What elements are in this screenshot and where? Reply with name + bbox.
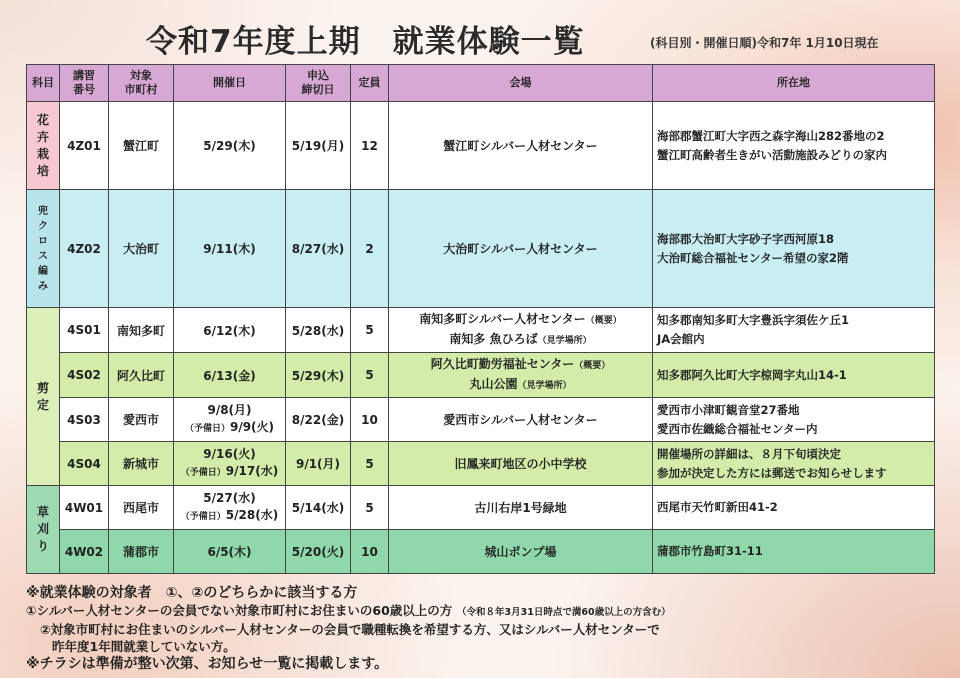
table-row [27,353,935,398]
col-header-number: 講習 番号 [60,65,109,102]
address-line: 参加が決定した方には郵送でお知らせします [657,465,887,480]
venue-name: 丸山公園 [469,377,518,391]
date-cell: 5/29(木) [174,102,286,190]
date-cell [174,398,286,442]
reserve-day-label: （予備日） [180,467,226,478]
reserve-date: 5/28(水) [225,507,279,522]
venue-cell [389,308,653,353]
venue-note: （概要） [585,316,622,326]
table-row [27,102,935,190]
address-cell [653,353,935,398]
number-cell: 4S04 [60,442,109,486]
city-cell: 蒲郡市 [109,530,174,574]
notes-section [26,584,946,673]
page-title: 令和7年度上期 就業体験一覧 [146,24,585,60]
address-line: 知多郡阿久比町大字椋岡字丸山14-1 [657,367,847,382]
deadline-cell: 5/28(水) [286,308,351,353]
capacity-cell: 2 [351,190,389,308]
note-line-1 [26,602,946,621]
table-row [27,398,935,442]
city-cell: 愛西市 [109,398,174,442]
deadline-cell: 5/14(水) [286,486,351,530]
date-cell: 6/5(木) [174,530,286,574]
capacity-cell: 5 [351,442,389,486]
venue-cell: 古川右岸1号緑地 [389,486,653,530]
note-line-2b: 昨年度1年間就業していない方。 [52,639,236,654]
note-line-2a: ②対象市町村にお住まいのシルバー人材センターの会員で職種転換を希望する方、又はシルバー人材センターで [40,622,660,637]
capacity-cell: 5 [351,353,389,398]
number-cell: 4S01 [60,308,109,353]
address-cell [653,398,935,442]
reserve-date: 9/9(火) [229,419,275,434]
capacity-cell: 10 [351,530,389,574]
venue-note: （見学場所） [537,336,592,346]
reserve-date: 9/17(水) [225,463,279,478]
venue-name: 阿久比町勤労福祉センター [430,357,575,371]
table-row [27,442,935,486]
header [0,10,960,60]
number-cell: 4W02 [60,530,109,574]
reserve-day-label: （予備日） [180,511,226,522]
number-cell: 4W01 [60,486,109,530]
venue-name: 南知多町シルバー人材センター [419,312,586,326]
venue-cell: 城山ポンプ場 [389,530,653,574]
address-line: 蒲郡市竹島町31-11 [657,544,763,558]
number-cell: 4S03 [60,398,109,442]
city-cell: 南知多町 [109,308,174,353]
city-cell: 新城市 [109,442,174,486]
city-cell: 蟹江町 [109,102,174,190]
address-line: 愛西市佐織総合福祉センター内 [657,421,818,436]
table-row [27,530,935,574]
date-main: 5/27(水) [203,490,256,505]
table-header-row [27,65,935,102]
note-text: ①シルバー人材センターの会員でない対象市町村にお住まいの60歳以上の方 [26,603,453,618]
col-header-venue: 会場 [389,65,653,102]
number-cell: 4Z02 [60,190,109,308]
address-line: 西尾市天竹町新田41-2 [657,500,778,514]
col-header-city: 対象 市町村 [109,65,174,102]
table-row [27,486,935,530]
date-main: 9/8(月) [207,402,252,417]
notes-heading: ※就業体験の対象者 ①、②のどちらかに該当する方 [26,585,358,601]
venue-cell: 大治町シルバー人材センター [389,190,653,308]
venue-cell: 旧鳳来町地区の小中学校 [389,442,653,486]
address-line: 知多郡南知多町大字豊浜字須佐ケ丘1 [657,313,849,327]
col-header-category: 科目 [27,65,60,102]
date-cell: 6/13(金) [174,353,286,398]
deadline-cell: 8/27(水) [286,190,351,308]
date-cell [174,442,286,486]
city-cell: 阿久比町 [109,353,174,398]
number-cell: 4Z01 [60,102,109,190]
notes-footer: ※チラシは準備が整い次第、お知らせ一覧に掲載します。 [26,656,389,672]
address-line: JA会館内 [657,332,705,346]
category-cell: 花 卉 栽 培 [27,102,60,190]
col-header-deadline: 申込 締切日 [286,65,351,102]
address-cell [653,486,935,530]
deadline-cell: 8/22(金) [286,398,351,442]
reserve-day-label: （予備日） [184,423,230,434]
table-row [27,308,935,353]
venue-note: （概要） [574,361,611,371]
deadline-cell: 9/1(月) [286,442,351,486]
category-cell: 草 刈 り [27,486,60,574]
address-line: 開催場所の詳細は、８月下旬頃決定 [657,446,841,461]
category-cell: 剪 定 [27,308,60,486]
address-cell [653,190,935,308]
col-header-address: 所在地 [653,65,935,102]
schedule-table [26,64,935,574]
note-small-text: （令和８年3月31日時点で満60歳以上の方含む） [452,607,671,618]
address-cell [653,102,935,190]
address-line: 大治町総合福祉センター希望の家2階 [657,250,849,265]
deadline-cell: 5/20(火) [286,530,351,574]
venue-cell: 蟹江町シルバー人材センター [389,102,653,190]
col-header-date: 開催日 [174,65,286,102]
address-cell [653,308,935,353]
venue-cell [389,353,653,398]
capacity-cell: 5 [351,308,389,353]
venue-note: （見学場所） [517,381,572,391]
page-subtitle: (科目別・開催日順)令和7年 1月10日現在 [650,36,879,50]
capacity-cell: 5 [351,486,389,530]
address-line: 愛西市小津町観音堂27番地 [657,402,800,417]
venue-cell: 愛西市シルバー人材センター [389,398,653,442]
deadline-cell: 5/19(月) [286,102,351,190]
capacity-cell: 12 [351,102,389,190]
city-cell: 大治町 [109,190,174,308]
number-cell: 4S02 [60,353,109,398]
date-main: 9/16(火) [203,446,256,461]
date-cell: 6/12(木) [174,308,286,353]
address-cell [653,530,935,574]
address-line: 海部郡蟹江町大字西之森字海山282番地の2 [657,128,885,143]
category-cell: 兜 ク ロ ス 編 み [27,190,60,308]
city-cell: 西尾市 [109,486,174,530]
table-row [27,190,935,308]
capacity-cell: 10 [351,398,389,442]
col-header-capacity: 定員 [351,65,389,102]
date-cell: 9/11(木) [174,190,286,308]
address-line: 蟹江町高齢者生きがい活動施設みどりの家内 [657,147,887,162]
venue-name: 南知多 魚ひろば [449,332,538,346]
address-cell [653,442,935,486]
address-line: 海部郡大治町大字砂子字西河原18 [657,231,835,246]
date-cell [174,486,286,530]
deadline-cell: 5/29(木) [286,353,351,398]
